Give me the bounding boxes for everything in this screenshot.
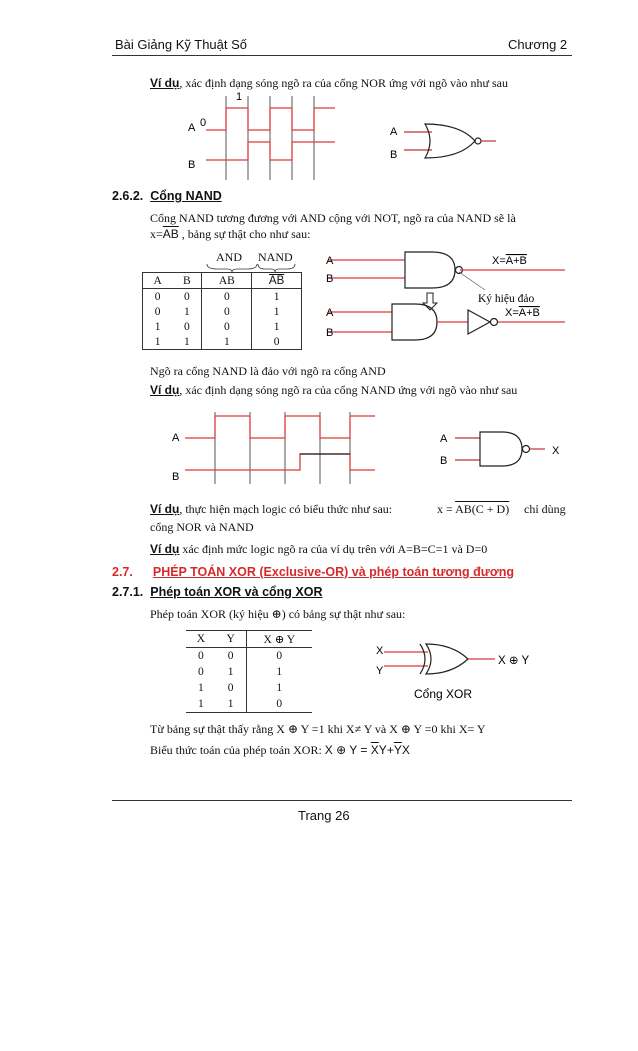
expr-bar: AB(C + D) bbox=[455, 502, 510, 516]
cell: 1 bbox=[186, 696, 216, 713]
table-row bbox=[143, 304, 302, 319]
page-number: Trang 26 bbox=[298, 808, 350, 823]
table-row bbox=[186, 680, 312, 696]
gate-x-label: X bbox=[552, 445, 560, 457]
cell: 0 bbox=[202, 304, 252, 319]
cell: 1 bbox=[246, 680, 312, 696]
not-output-label: X=A+B bbox=[505, 307, 540, 319]
section-number: 2.6.2. bbox=[112, 189, 144, 203]
cell: 1 bbox=[198, 682, 204, 694]
exercise-line-2: cổng NOR và NAND bbox=[150, 520, 254, 534]
cell: 0 bbox=[183, 290, 190, 303]
nand-gate-diagram bbox=[320, 246, 570, 346]
nand-gate-icon bbox=[455, 432, 545, 466]
nand-waveform-diagram bbox=[160, 408, 570, 488]
header-rule bbox=[112, 55, 572, 56]
cell: 1 bbox=[246, 664, 312, 680]
header-y: Y bbox=[216, 631, 246, 648]
expression-lhs: X ⊕ Y = bbox=[324, 743, 371, 757]
cell: 0 bbox=[154, 290, 161, 303]
xor-gate-diagram bbox=[370, 636, 540, 706]
table-row bbox=[143, 289, 302, 305]
cell: 0 bbox=[198, 650, 204, 662]
cell: 0 bbox=[202, 319, 252, 334]
exercise-text-3: xác định mức logic ngõ ra của ví dụ trên với A=B=C=1 và D=0 bbox=[179, 542, 488, 556]
nand-gate-icon bbox=[405, 252, 485, 290]
section-number: 2.7. bbox=[112, 565, 133, 579]
exercise-expression bbox=[437, 502, 509, 517]
gate-a-label: A bbox=[440, 433, 448, 445]
xor-intro: Phép toán XOR (ký hiệu ⊕) có bảng sự thật như sau: bbox=[150, 607, 406, 621]
cell: 1 bbox=[252, 289, 302, 305]
diagram-a1-label: A bbox=[326, 255, 334, 267]
wave-b-label: B bbox=[172, 471, 180, 483]
vidu-label: Ví dụ bbox=[150, 542, 180, 556]
header-b: B bbox=[172, 273, 202, 289]
diagram-b1-label: B bbox=[326, 273, 334, 285]
vidu-label: Ví dụ bbox=[150, 502, 180, 516]
section-2-7-1 bbox=[112, 585, 322, 599]
x-bar: $\overline{X}$ bbox=[370, 743, 379, 757]
y-bar: $\overline{Y}$ bbox=[393, 743, 402, 757]
table-header-row bbox=[143, 273, 302, 289]
level-0-label: 0 bbox=[200, 117, 207, 129]
nand-example-line bbox=[150, 383, 517, 398]
group-braces bbox=[205, 262, 300, 272]
cell: 1 bbox=[154, 335, 161, 348]
plus: + bbox=[386, 743, 394, 757]
header-ab: AB bbox=[202, 273, 252, 289]
vidu-label: Ví dụ bbox=[150, 76, 180, 90]
group-and-label: AND bbox=[216, 250, 242, 264]
xor-truth-table bbox=[186, 630, 312, 713]
gate-x-label: X bbox=[376, 645, 384, 657]
xor-expression-line bbox=[150, 743, 410, 758]
cell: 0 bbox=[154, 305, 161, 318]
desc-suffix: , bảng sự thật cho như sau: bbox=[178, 227, 311, 241]
section-2-7 bbox=[112, 565, 514, 579]
cell: 0 bbox=[227, 682, 234, 694]
section-number: 2.7.1. bbox=[112, 585, 144, 599]
nor-gate-icon bbox=[404, 124, 496, 158]
cell: 1 bbox=[154, 320, 161, 333]
nand-desc-line-2 bbox=[150, 227, 310, 242]
table-row bbox=[143, 319, 302, 334]
group-nand-label: NAND bbox=[258, 250, 293, 264]
header-a: A bbox=[143, 273, 173, 289]
table-row bbox=[186, 648, 312, 665]
section-title: Phép toán XOR và cổng XOR bbox=[150, 585, 323, 599]
nor-waveform-diagram bbox=[170, 90, 500, 185]
cell: 0 bbox=[183, 320, 190, 333]
xor-rule-line: Từ bảng sự thật thấy rằng X ⊕ Y =1 khi X≠ Y và X ⊕ Y =0 khi X= Y bbox=[150, 722, 486, 736]
cell: 0 bbox=[198, 666, 204, 678]
cell: 1 bbox=[183, 305, 190, 318]
cell: 0 bbox=[227, 650, 234, 662]
nor-example-line bbox=[150, 76, 508, 91]
desc-prefix: x= bbox=[150, 227, 163, 241]
nand-truth-table bbox=[142, 272, 302, 350]
level-1-label: 1 bbox=[236, 91, 243, 103]
diagram-b2-label: B bbox=[326, 327, 334, 339]
cell: 0 bbox=[202, 289, 252, 305]
nand-output-label: X=A+B bbox=[492, 255, 527, 267]
section-2-6-2 bbox=[112, 189, 222, 203]
xor-gate-icon bbox=[384, 644, 495, 674]
table-row bbox=[186, 664, 312, 680]
cell: 0 bbox=[246, 648, 312, 665]
cell: 1 bbox=[252, 319, 302, 334]
nand-desc-line-1: Cổng NAND tương đương với AND cộng với NOT, ngõ ra của NAND sẽ là bbox=[150, 211, 516, 225]
gate-output-label: X ⊕ Y bbox=[498, 655, 530, 667]
y: Y bbox=[378, 743, 387, 757]
cell: 0 bbox=[252, 334, 302, 350]
header-title: Bài Giảng Kỹ Thuật Số bbox=[115, 37, 248, 52]
section-title: Cổng NAND bbox=[150, 189, 222, 203]
cell: 1 bbox=[227, 666, 234, 678]
cell: 0 bbox=[246, 696, 312, 713]
signal-a-label: A bbox=[188, 122, 196, 134]
gate-b-label: B bbox=[390, 149, 398, 161]
diagram-a2-label: A bbox=[326, 307, 334, 319]
nand-example-text: , xác định dạng sóng ngõ ra của cổng NAND ứng với ngõ vào như sau bbox=[179, 383, 518, 397]
inverter-symbol-label: Ký hiệu đảo bbox=[478, 293, 535, 305]
exercise-line-1 bbox=[150, 502, 392, 517]
table-row bbox=[143, 334, 302, 350]
nand-conclusion: Ngõ ra cổng NAND là đảo với ngõ ra cổng AND bbox=[150, 364, 386, 378]
table-header-row bbox=[186, 631, 312, 648]
gate-a-label: A bbox=[390, 126, 398, 138]
signal-b-label: B bbox=[188, 159, 196, 171]
exercise-line-3 bbox=[150, 542, 487, 557]
cell: 1 bbox=[252, 304, 302, 319]
footer-rule bbox=[112, 800, 572, 801]
x: X bbox=[401, 743, 410, 757]
exercise-text: , thực hiện mạch logic có biểu thức như sau: bbox=[179, 502, 393, 516]
vidu-label: Ví dụ bbox=[150, 383, 180, 397]
gate-b-label: B bbox=[440, 455, 448, 467]
table-row bbox=[186, 696, 312, 713]
cell: 1 bbox=[183, 335, 190, 348]
not-gate-icon bbox=[437, 310, 498, 334]
cell: 1 bbox=[216, 696, 246, 713]
cell: 1 bbox=[202, 334, 252, 350]
expr-prefix: x = bbox=[437, 502, 456, 516]
exercise-suffix: chỉ dùng bbox=[524, 502, 566, 516]
header-x: X bbox=[186, 631, 216, 648]
header-xor: X ⊕ Y bbox=[246, 631, 312, 648]
header-ab-bar: $\overline{AB}$ bbox=[252, 273, 302, 289]
wave-a-label: A bbox=[172, 432, 180, 444]
expression-prefix: Biểu thức toán của phép toán XOR: bbox=[150, 743, 325, 757]
section-title: PHÉP TOÁN XOR (Exclusive-OR) và phép toán tương đương bbox=[152, 565, 515, 579]
gate-y-label: Y bbox=[376, 665, 384, 677]
header-chapter: Chương 2 bbox=[508, 37, 568, 52]
desc-ab-bar: $\overline{AB}$ bbox=[162, 227, 179, 241]
gate-caption: Cổng XOR bbox=[414, 687, 473, 701]
nor-example-text: , xác định dạng sóng ngõ ra của cổng NOR ứng với ngõ vào như sau bbox=[179, 76, 508, 90]
